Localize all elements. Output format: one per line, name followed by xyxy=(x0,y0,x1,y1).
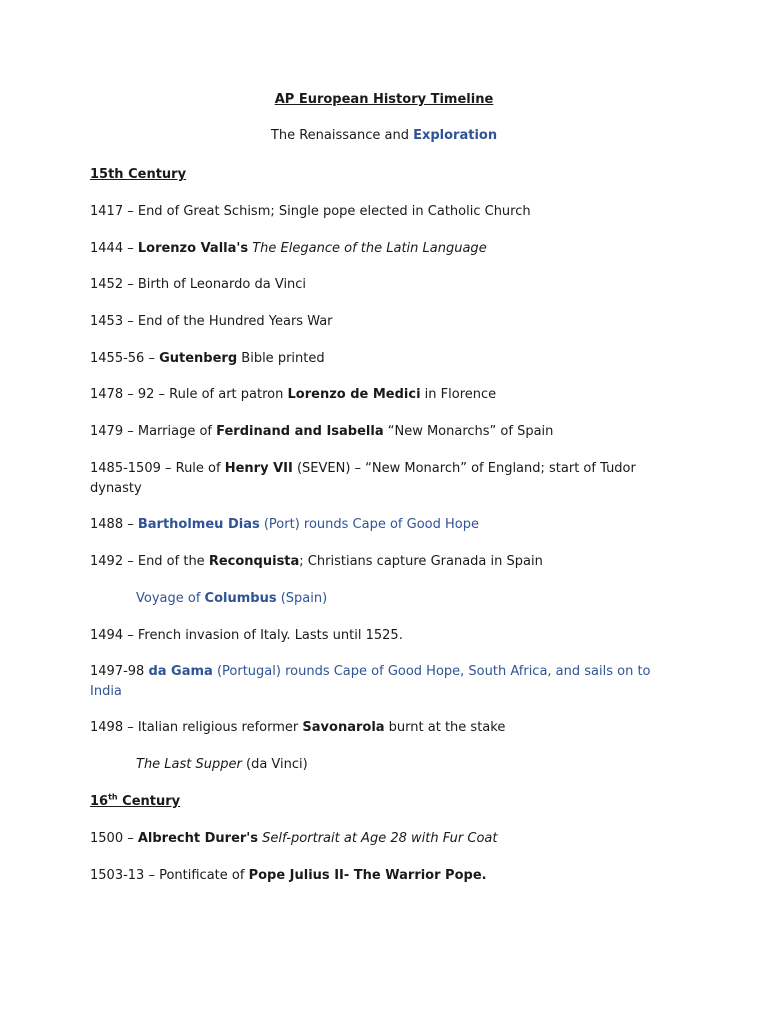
entry-1498: 1498 – Italian religious reformer Savonarola burnt at the stake xyxy=(90,720,506,735)
entry-1492: 1492 – End of the Reconquista; Christians capture Granada in Spain xyxy=(90,554,543,569)
section-heading-16th-century: 16th Century xyxy=(90,792,181,809)
entry-columbus: Voyage of Columbus (Spain) xyxy=(136,591,328,606)
entry-1478: 1478 – 92 – Rule of art patron Lorenzo de Medici in Florence xyxy=(90,387,497,402)
entry-1497: 1497-98 da Gama (Portugal) rounds Cape of Good Hope, South Africa, and sails on to India xyxy=(90,664,651,699)
entry-1479: 1479 – Marriage of Ferdinand and Isabella “New Monarchs” of Spain xyxy=(90,424,554,439)
document-subtitle xyxy=(0,128,768,143)
entry-1494: 1494 – French invasion of Italy. Lasts until 1525. xyxy=(90,628,403,643)
entry-1417: 1417 – End of Great Schism; Single pope elected in Catholic Church xyxy=(90,204,531,219)
section-heading-15th-century: 15th Century xyxy=(90,167,187,182)
entry-1444: 1444 – Lorenzo Valla's The Elegance of the Latin Language xyxy=(90,241,487,256)
entry-1485: 1485-1509 – Rule of Henry VII (SEVEN) – “New Monarch” of England; start of Tudor dynasty xyxy=(90,461,636,496)
entry-1500: 1500 – Albrecht Durer's Self-portrait at Age 28 with Fur Coat xyxy=(90,831,498,846)
document-title: AP European History Timeline xyxy=(274,92,494,107)
subtitle-prefix: The Renaissance and xyxy=(270,128,414,143)
entry-last-supper: The Last Supper (da Vinci) xyxy=(136,757,308,772)
entry-1488: 1488 – Bartholmeu Dias (Port) rounds Cape of Good Hope xyxy=(90,517,479,532)
entry-1503: 1503-13 – Pontificate of Pope Julius II- The Warrior Pope. xyxy=(90,868,487,883)
subtitle-exploration: Exploration xyxy=(413,128,498,143)
entry-1452: 1452 – Birth of Leonardo da Vinci xyxy=(90,277,307,292)
entry-1453: 1453 – End of the Hundred Years War xyxy=(90,314,333,329)
entry-1455: 1455-56 – Gutenberg Bible printed xyxy=(90,351,325,366)
